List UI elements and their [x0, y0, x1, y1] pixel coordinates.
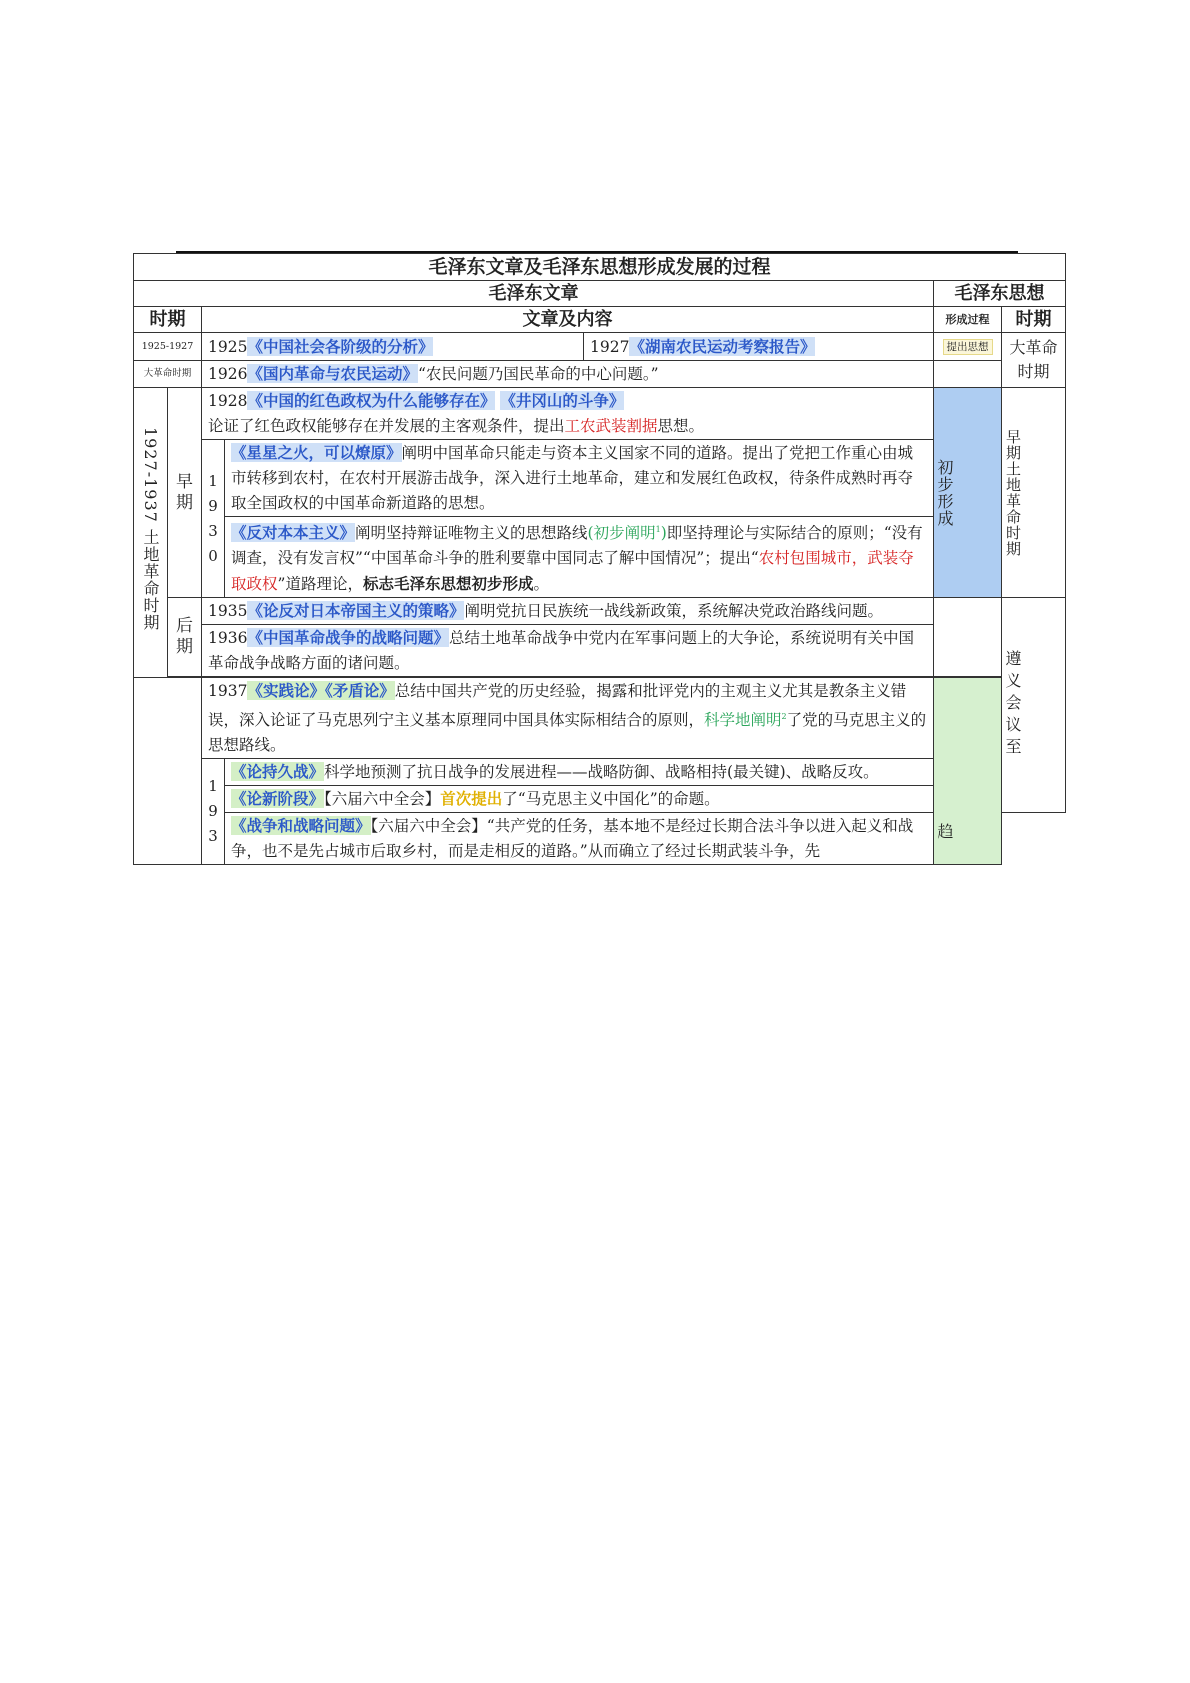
article-title: 《湖南农民运动考察报告》 — [629, 336, 816, 356]
early-label: 早期 — [168, 388, 202, 598]
period-empty-1937 — [134, 678, 202, 865]
entry-1927: 1927《湖南农民运动考察报告》 — [584, 333, 934, 361]
header-period: 时期 — [134, 307, 202, 333]
header-period-2: 时期 — [1002, 307, 1066, 333]
entry-1926: 1926《国内革命与农民运动》“农民问题乃国民革命的中心问题。” — [202, 361, 934, 388]
document-table-wrapper — [133, 253, 1065, 861]
process-empty-late — [934, 598, 1002, 677]
year-range-cell: 1925-1927 — [134, 333, 202, 361]
header-process: 形成过程 — [934, 307, 1002, 333]
entry-anti-bookism: 《反对本本主义》阐明坚持辩证唯物主义的思想路线(初步阐明$^1$)即坚持理论与实际结合的原则；“没有调查，没有发言权”“中国革命斗争的胜利要靠中国同志了解中国情况”；提出“农村包围城市，武装夺取政权”道路理论，标志毛泽东思想初步形成。 — [225, 517, 934, 598]
entry-1937: 1937《实践论》《矛盾论》总结中国共产党的历史经验，揭露和批评党内的主观主义尤其是教条主义错误，深入论证了马克思列宁主义基本原理同中国具体实际相结合的原则，科学地阐明$^2$了党的马克思主义的思想路线。 — [202, 678, 934, 759]
period-great-revolution: 大革命时期 — [1002, 333, 1066, 388]
period-early-land: 早期土地革命时期 — [1002, 388, 1066, 598]
entry-1925: 1925《中国社会各阶级的分析》 — [202, 333, 584, 361]
header-articles: 毛泽东文章 — [134, 281, 934, 307]
entry-1936: 1936《中国革命战争的战略问题》总结土地革命战争中党内在军事问题上的大争论，系统说明有关中国革命战争战略方面的诸问题。 — [202, 625, 934, 677]
article-title: 《中国社会各阶级的分析》 — [247, 336, 434, 356]
process-mature: 趋 — [934, 678, 1002, 865]
entry-war-strategy: 《战争和战略问题》【六届六中全会】“共产党的任务，基本地不是经过长期合法斗争以进入起义和战争，也不是先占城市后取乡村，而是走相反的道路。”从而确立了经过长期武装斗争，先 — [225, 813, 934, 865]
header-content: 文章及内容 — [202, 307, 934, 333]
entry-1935: 1935《论反对日本帝国主义的策略》阐明党抗日民族统一战线新政策，系统解决党政治路线问题。 — [202, 598, 934, 625]
header-thought: 毛泽东思想 — [934, 281, 1066, 307]
article-title: 《国内革命与农民运动》 — [247, 364, 418, 383]
entry-spark: 《星星之火，可以燎原》阐明中国革命只能走与资本主义国家不同的道路。提出了党把工作重心由城市转移到农村，在农村开展游击战争，深入进行土地革命，建立和发展红色政权，待条件成熟时再夺取全国政权的中国革命新道路的思想。 — [225, 440, 934, 517]
entry-1928: 1928《中国的红色政权为什么能够存在》 《井冈山的斗争》 论证了红色政权能够存在并发展的主客观条件，提出工农武装割据思想。 — [202, 388, 934, 440]
table-title: 毛泽东文章及毛泽东思想形成发展的过程 — [134, 254, 1066, 281]
era-cell: 大革命时期 — [134, 361, 202, 388]
process-initial: 初步形成 — [934, 388, 1002, 598]
late-label: 后期 — [168, 598, 202, 677]
entry-new-stage: 《论新阶段》【六届六中全会】首次提出了“马克思主义中国化”的命题。 — [225, 786, 934, 813]
thought-development-table — [133, 253, 1066, 865]
entry-protracted-war: 《论持久战》科学地预测了抗日战争的发展进程——战略防御、战略相持(最关键)、战略反攻。 — [225, 759, 934, 786]
process-tag-cell — [934, 333, 1002, 361]
process-empty — [934, 361, 1002, 388]
process-tag: 提出思想 — [943, 339, 993, 355]
year-193x-digits: 1 9 3 — [202, 759, 225, 865]
year-1930-digits: 1 9 3 0 — [202, 440, 225, 598]
period-zunyi: 遵义会议至 — [1002, 598, 1066, 813]
land-revolution-label: 1927-1937 土地革命时期 — [134, 388, 168, 678]
